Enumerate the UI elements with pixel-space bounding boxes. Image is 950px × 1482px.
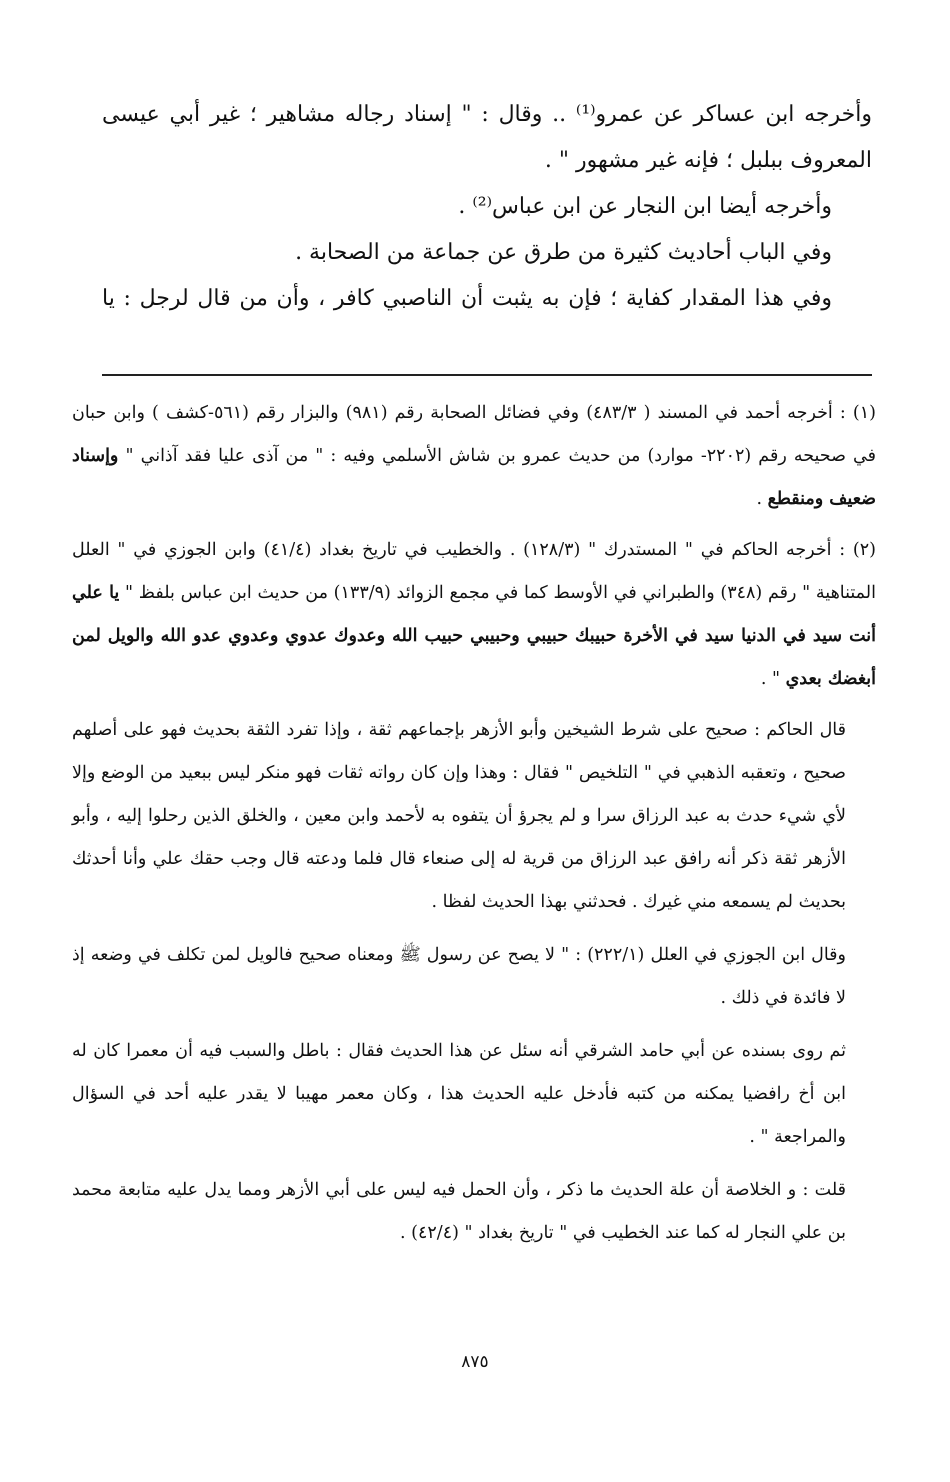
footnote-2-bold: يا علي أنت سيد في الدنيا سيد في الأخرة حبيبك حبيبي وحبيبي حبيب الله وعدوك عدوي وعدوي عدو الله والويل لمن أبغضك بعدي bbox=[72, 583, 876, 689]
footnote-1-marker: (١) : bbox=[839, 403, 876, 423]
footnote-paragraph-jawzi: وقال ابن الجوزي في العلل (٢٢٢/١) : " لا يصح عن رسول ﷺ ومعناه صحيح فالويل لمن تكلف في وضعه إذ لا فائدة في ذلك . bbox=[72, 945, 846, 1008]
footnote-paragraph-conclusion: قلت : و الخلاصة أن علة الحديث ما ذكر ، وأن الحمل فيه ليس على أبي الأزهر ومما يدل عليه متابعة محمد بن علي النجار له كما عند الخطيب في " تاريخ بغداد " (٤٢/٤) . bbox=[72, 1180, 846, 1243]
main-paragraph-1: وأخرجه ابن عساكر عن عمرو⁽¹⁾ .. وقال : " إسناد رجاله مشاهير ؛ غير أبي عيسى المعروف ببلبل ؛ فإنه غير مشهور " . bbox=[102, 102, 872, 173]
main-paragraph-2: وأخرجه أيضا ابن النجار عن ابن عباس⁽²⁾ . bbox=[458, 194, 832, 219]
footnote-1 bbox=[72, 392, 876, 521]
footnote-1-bold: وإسناد ضعيف ومنقطع bbox=[72, 446, 876, 509]
footnote-2-marker: (٢) : bbox=[839, 540, 876, 560]
footnote-2 bbox=[72, 529, 876, 701]
footnote-1-text: أخرجه أحمد في المسند ( ٤٨٣/٣) وفي فضائل الصحابة رقم (٩٨١) والبزار رقم (٥٦١-كشف ) وابن حبان في صحيحه رقم (٢٢٠٢- موارد) من حديث عمرو بن شاش الأسلمي وفيه : " من آذى عليا فقد آذاني " bbox=[72, 403, 876, 466]
footnotes bbox=[72, 392, 876, 1265]
footnote-2-end: " . bbox=[760, 669, 781, 689]
footnote-divider bbox=[102, 374, 872, 376]
footnote-2-text: أخرجه الحاكم في " المستدرك " (١٢٨/٣) . والخطيب في تاريخ بغداد (٤١/٤) وابن الجوزي في " العلل المتناهية " رقم (٣٤٨) والطبراني في الأوسط كما في مجمع الزوائد (١٣٣/٩) من حديث ابن عباس بلفظ " bbox=[72, 540, 876, 603]
footnote-paragraph-hakim: قال الحاكم : صحيح على شرط الشيخين وأبو الأزهر بإجماعهم ثقة ، وإذا تفرد الثقة بحديث فهو على أصلهم صحيح ، وتعقبه الذهبي في " التلخيص " فقال : وهذا وإن كان رواته ثقات فهو منكر ليس ببعيد من الوضع وإلا لأي شيء حدث به عبد الرزاق سرا و لم يجرؤ أن يتفوه به لأحمد وابن معين ، والخلق الذين رحلوا إليه ، وأبو الأزهر ثقة ذكر أنه رافق عبد الرزاق من قرية له إلى صنعاء قال فلما ودعته قال وجب حقك علي وأنا أحدثك بحديث لم يسمعه مني غيرك . فحدثني بهذا الحديث لفظا . bbox=[72, 720, 846, 912]
footnote-paragraph-sharqi: ثم روى بسنده عن أبي حامد الشرقي أنه سئل عن هذا الحديث فقال : باطل والسبب فيه أن معمرا كان له ابن أخ رافضيا يمكنه من كتبه فأدخل عليه الحديث هذا ، وكان معمر مهيبا لا يقدر عليه أحد في السؤال والمراجعة " . bbox=[72, 1041, 846, 1147]
page-number: ٨٧٥ bbox=[461, 1352, 489, 1372]
main-paragraph-3: وفي الباب أحاديث كثيرة من طرق عن جماعة من الصحابة . bbox=[295, 240, 832, 265]
footnote-1-end: . bbox=[756, 489, 768, 509]
main-paragraph-4: وفي هذا المقدار كفاية ؛ فإن به يثبت أن الناصبي كافر ، وأن من قال لرجل : يا bbox=[102, 286, 832, 311]
main-text bbox=[102, 92, 872, 322]
